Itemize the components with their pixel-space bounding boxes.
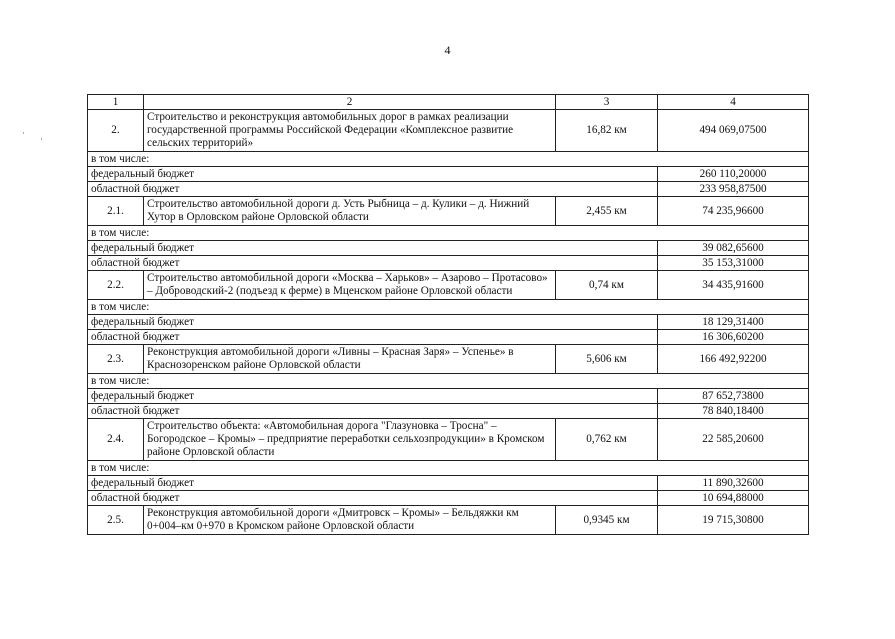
- regional-row: [88, 491, 809, 506]
- including-label: в том числе:: [88, 300, 809, 315]
- item-amount: 74 235,96600: [658, 197, 809, 226]
- regional-row: [88, 182, 809, 197]
- table-header-row: [88, 95, 809, 110]
- column-header-3: 3: [556, 95, 658, 110]
- table-row: [88, 506, 809, 535]
- including-row: [88, 374, 809, 389]
- item-number: 2.5.: [88, 506, 144, 535]
- item-name: Реконструкция автомобильной дороги «Дмитровск – Кромы» – Бельдяжки км 0+004–км 0+970 в Кромском районе Орловской области: [144, 506, 556, 535]
- item-length: 16,82 км: [556, 110, 658, 152]
- column-header-2: 2: [144, 95, 556, 110]
- regional-row: [88, 404, 809, 419]
- item-amount: 34 435,91600: [658, 271, 809, 300]
- table-row: [88, 271, 809, 300]
- item-length: 5,606 км: [556, 345, 658, 374]
- regional-budget-amount: 233 958,87500: [658, 182, 809, 197]
- regional-budget-amount: 78 840,18400: [658, 404, 809, 419]
- federal-row: [88, 476, 809, 491]
- regional-budget-label: областной бюджет: [88, 256, 658, 271]
- item-name: Строительство объекта: «Автомобильная дорога "Глазуновка – Тросна" – Богородское – Кромы» – предприятие переработки сельхозпродукции» в Кромском районе Орловской области: [144, 419, 556, 461]
- budget-table: [87, 94, 809, 535]
- regional-row: [88, 256, 809, 271]
- regional-budget-label: областной бюджет: [88, 491, 658, 506]
- regional-budget-amount: 16 306,60200: [658, 330, 809, 345]
- item-name: Реконструкция автомобильной дороги «Ливны – Красная Заря» – Успенье» в Краснозоренском районе Орловской области: [144, 345, 556, 374]
- federal-budget-label: федеральный бюджет: [88, 167, 658, 182]
- regional-budget-amount: 35 153,31000: [658, 256, 809, 271]
- federal-row: [88, 389, 809, 404]
- column-header-1: 1: [88, 95, 144, 110]
- item-amount: 494 069,07500: [658, 110, 809, 152]
- item-name: Строительство и реконструкция автомобильных дорог в рамках реализации государственной программы Российской Федерации «Комплексное развитие сельских территорий»: [144, 110, 556, 152]
- item-number: 2.2.: [88, 271, 144, 300]
- item-number: 2.: [88, 110, 144, 152]
- regional-row: [88, 330, 809, 345]
- item-amount: 19 715,30800: [658, 506, 809, 535]
- item-length: 0,9345 км: [556, 506, 658, 535]
- regional-budget-label: областной бюджет: [88, 404, 658, 419]
- table-row: [88, 197, 809, 226]
- federal-budget-label: федеральный бюджет: [88, 389, 658, 404]
- item-length: 2,455 км: [556, 197, 658, 226]
- item-number: 2.1.: [88, 197, 144, 226]
- including-row: [88, 461, 809, 476]
- including-label: в том числе:: [88, 152, 809, 167]
- including-label: в том числе:: [88, 374, 809, 389]
- including-label: в том числе:: [88, 461, 809, 476]
- federal-budget-amount: 260 110,20000: [658, 167, 809, 182]
- scan-speck: ·: [22, 128, 25, 138]
- item-amount: 166 492,92200: [658, 345, 809, 374]
- column-header-4: 4: [658, 95, 809, 110]
- federal-budget-amount: 39 082,65600: [658, 241, 809, 256]
- federal-budget-label: федеральный бюджет: [88, 476, 658, 491]
- regional-budget-label: областной бюджет: [88, 330, 658, 345]
- including-row: [88, 152, 809, 167]
- item-length: 0,74 км: [556, 271, 658, 300]
- table-row: [88, 110, 809, 152]
- regional-budget-amount: 10 694,88000: [658, 491, 809, 506]
- federal-row: [88, 167, 809, 182]
- page-number: 4: [444, 43, 451, 57]
- including-label: в том числе:: [88, 226, 809, 241]
- federal-budget-amount: 11 890,32600: [658, 476, 809, 491]
- federal-budget-label: федеральный бюджет: [88, 315, 658, 330]
- item-name: Строительство автомобильной дороги д. Усть Рыбница – д. Кулики – д. Нижний Хутор в Орловском районе Орловской области: [144, 197, 556, 226]
- regional-budget-label: областной бюджет: [88, 182, 658, 197]
- federal-budget-amount: 87 652,73800: [658, 389, 809, 404]
- federal-row: [88, 315, 809, 330]
- including-row: [88, 226, 809, 241]
- item-amount: 22 585,20600: [658, 419, 809, 461]
- item-number: 2.3.: [88, 345, 144, 374]
- item-number: 2.4.: [88, 419, 144, 461]
- federal-budget-label: федеральный бюджет: [88, 241, 658, 256]
- item-length: 0,762 км: [556, 419, 658, 461]
- federal-row: [88, 241, 809, 256]
- table-row: [88, 419, 809, 461]
- table-row: [88, 345, 809, 374]
- scan-speck: ·: [40, 134, 43, 144]
- item-name: Строительство автомобильной дороги «Москва – Харьков» – Азарово – Протасово» – Доброводский-2 (подъезд к ферме) в Мценском районе Орловской области: [144, 271, 556, 300]
- including-row: [88, 300, 809, 315]
- federal-budget-amount: 18 129,31400: [658, 315, 809, 330]
